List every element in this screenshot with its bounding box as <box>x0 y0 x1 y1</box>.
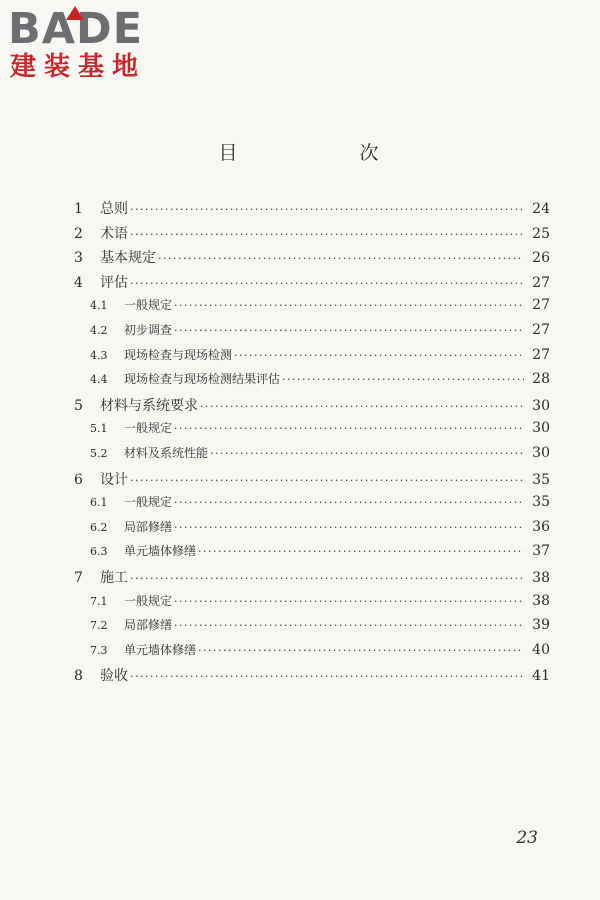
toc-leader-dots <box>198 644 524 657</box>
toc-entry-label: 现场检查与现场检测结果评估 <box>124 372 281 387</box>
toc-entry-number: 4.4 <box>90 373 108 387</box>
toc-entry-number: 1 <box>74 201 83 217</box>
toc-entry-label: 一般规定 <box>124 298 173 313</box>
toc-entry-label: 评估 <box>100 274 128 291</box>
toc-entry-label: 一般规定 <box>124 421 173 436</box>
toc-entry-page: 30 <box>532 397 550 414</box>
toc-chapter-entry <box>74 395 550 417</box>
toc-entry-page: 28 <box>532 371 550 388</box>
toc-entry-number: 4.2 <box>90 324 108 337</box>
toc-entry-number: 7.2 <box>90 619 108 633</box>
toc-entry-page: 25 <box>532 225 550 242</box>
toc-entry-number: 5.2 <box>90 447 108 460</box>
toc-chapter-entry <box>74 469 550 491</box>
toc-section-entry <box>74 641 550 663</box>
toc-entry-label: 总则 <box>100 201 128 217</box>
toc-entry-page: 39 <box>532 617 550 634</box>
toc-entry-page: 30 <box>532 420 550 437</box>
toc-entry-number: 4.3 <box>90 348 108 362</box>
toc-entry-number: 7.1 <box>90 594 108 608</box>
toc-leader-dots <box>130 203 524 216</box>
toc-entry-label: 材料及系统性能 <box>124 446 209 460</box>
toc-chapter-entry <box>74 272 550 294</box>
toc-entry-number: 6 <box>74 471 83 488</box>
toc-chapter-entry <box>74 665 550 687</box>
toc-entry-label: 局部修缮 <box>124 519 173 534</box>
toc-entry-page: 27 <box>532 346 550 363</box>
toc-section-entry <box>74 493 550 515</box>
toc-leader-dots <box>174 324 524 337</box>
toc-leader-dots <box>130 474 524 487</box>
page-title: 目 次 <box>218 142 437 164</box>
logo-red-triangle-icon <box>66 6 84 20</box>
toc-entry-label: 现场检查与现场检测 <box>124 347 233 362</box>
toc-entry-page: 41 <box>532 668 550 685</box>
toc-entry-label: 局部修缮 <box>124 618 173 633</box>
toc-entry-number: 5.1 <box>90 422 108 436</box>
toc-entry-page: 35 <box>532 471 550 488</box>
toc-section-entry <box>74 296 550 318</box>
toc-leader-dots <box>282 373 524 386</box>
toc-entry-number: 5 <box>74 397 83 414</box>
toc-entry-page: 30 <box>532 445 550 461</box>
toc-chapter-entry <box>74 247 550 269</box>
toc-entry-label: 验收 <box>100 668 128 685</box>
toc-section-entry <box>74 616 550 638</box>
toc-entry-number: 4.1 <box>90 299 108 313</box>
toc-entry-number: 6.2 <box>90 520 108 534</box>
page-number: 23 <box>516 828 538 848</box>
toc-entry-page: 27 <box>532 297 550 314</box>
toc-entry-page: 26 <box>532 250 550 267</box>
toc-chapter-entry <box>74 198 550 220</box>
toc-entry-page: 40 <box>532 641 550 658</box>
toc-entry-page: 38 <box>532 570 550 586</box>
toc-entry-label: 单元墙体修缮 <box>124 642 197 657</box>
toc-leader-dots <box>130 572 524 585</box>
toc-entry-label: 材料与系统要求 <box>100 397 198 414</box>
toc-entry-page: 36 <box>532 518 550 535</box>
toc-entry-page: 35 <box>532 494 550 511</box>
toc-leader-dots <box>200 400 524 413</box>
toc-entry-number: 2 <box>74 225 83 242</box>
toc-leader-dots <box>210 447 524 460</box>
toc-leader-dots <box>174 595 524 608</box>
toc-entry-label: 一般规定 <box>124 495 173 510</box>
toc-entry-label: 初步调查 <box>124 323 173 337</box>
toc-leader-dots <box>198 545 524 558</box>
toc-section-entry <box>74 419 550 441</box>
toc-entry-page: 27 <box>532 322 550 338</box>
toc-section-entry <box>74 542 550 564</box>
toc-entry-number: 6.3 <box>90 545 108 559</box>
toc-section-entry <box>74 370 550 392</box>
toc-entry-number: 7 <box>74 570 83 586</box>
toc-leader-dots <box>130 228 524 241</box>
logo-subtitle: 建装基地 <box>10 52 147 82</box>
toc-chapter-entry <box>74 223 550 245</box>
toc-entry-label: 一般规定 <box>124 593 173 608</box>
toc-entry-label: 术语 <box>100 225 128 242</box>
bade-logo <box>8 6 178 82</box>
toc-entry-number: 8 <box>74 668 83 685</box>
toc-section-entry <box>74 346 550 368</box>
toc-entry-number: 7.3 <box>90 643 108 657</box>
toc-entry-number: 3 <box>74 250 83 267</box>
toc-leader-dots <box>174 521 524 534</box>
toc-section-entry <box>74 592 550 614</box>
toc-entry-label: 设计 <box>100 471 128 488</box>
toc-entry-page: 38 <box>532 592 550 609</box>
toc-entry-number: 6.1 <box>90 496 108 510</box>
toc-section-entry <box>74 444 550 466</box>
toc-leader-dots <box>174 496 524 509</box>
toc-entry-label: 基本规定 <box>100 250 156 267</box>
toc-entry-label: 施工 <box>100 570 128 586</box>
toc-section-entry <box>74 518 550 540</box>
toc-chapter-entry <box>74 567 550 589</box>
toc-leader-dots <box>234 349 524 362</box>
toc-leader-dots <box>174 422 524 435</box>
toc-entry-page: 37 <box>532 543 550 560</box>
toc-leader-dots <box>174 619 524 632</box>
toc-leader-dots <box>130 670 524 683</box>
toc-entry-page: 24 <box>532 201 550 217</box>
toc-section-entry <box>74 321 550 343</box>
toc-leader-dots <box>158 252 524 265</box>
logo-wordmark: BADE <box>8 4 144 54</box>
toc-entry-label: 单元墙体修缮 <box>124 544 197 559</box>
toc-leader-dots <box>174 299 524 312</box>
toc-leader-dots <box>130 277 524 290</box>
toc-entry-page: 27 <box>532 274 550 291</box>
toc-entry-number: 4 <box>74 274 83 291</box>
